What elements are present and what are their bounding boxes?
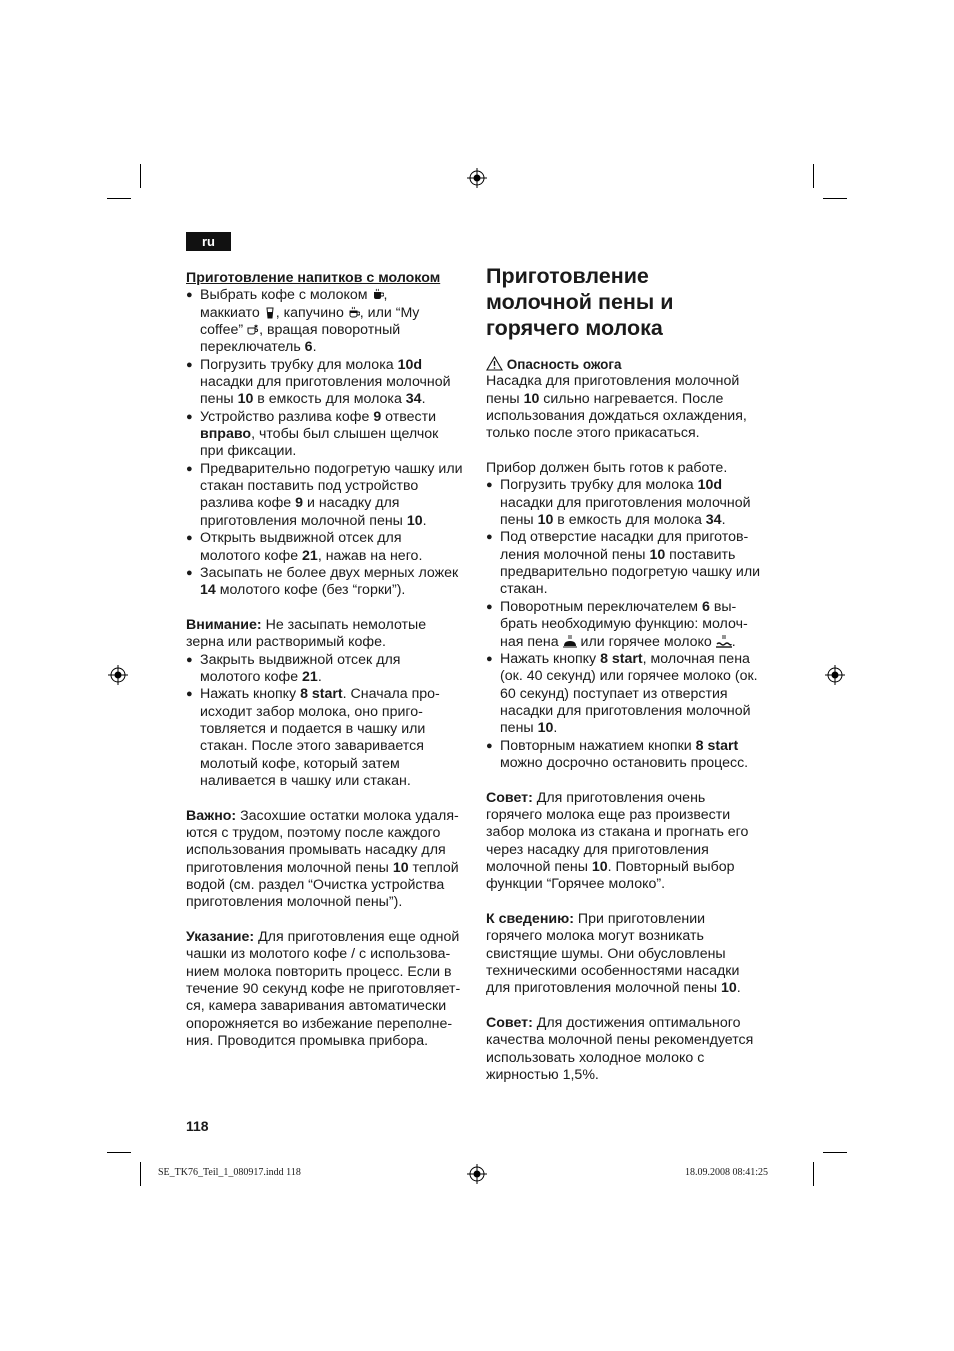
latte-icon: [372, 288, 384, 301]
text: При приготовлении: [573, 911, 706, 927]
crop-mark: [823, 1152, 847, 1153]
text: горячего молока могут возникать: [486, 928, 704, 945]
text: Предварительно подогретую чашку или: [200, 460, 463, 477]
text: ются с трудом, поэтому после каждого: [186, 825, 441, 841]
text: . Сначала про-: [342, 686, 440, 703]
text: Повторным нажатием кнопки: [500, 737, 696, 754]
text: Поворотным переключателем: [500, 598, 702, 615]
section-heading: Приготовление напитков с молоком: [186, 270, 441, 286]
text: предварительно подогретую чашку или: [500, 564, 761, 581]
ref-number: 34: [705, 512, 722, 529]
text: чашки из молотого кофе / с использова-: [186, 946, 451, 963]
ref-number: 10: [721, 980, 737, 997]
text: .: [736, 980, 741, 997]
page-title: [486, 263, 786, 341]
list-item: [186, 409, 476, 461]
text: Насадка для приготовления молочной: [486, 373, 740, 390]
note-label: Указание:: [186, 929, 255, 946]
text: Для достижения оптимального: [532, 1015, 741, 1032]
crop-mark: [107, 1152, 131, 1153]
list-item: [186, 461, 476, 530]
ref-number: 10: [237, 391, 254, 408]
registration-mark-icon: [467, 168, 487, 188]
text: насадки для приготовления молочной: [200, 374, 451, 391]
ref-number: 10: [537, 512, 554, 529]
list-item: [186, 530, 476, 565]
ref-number: 10: [537, 720, 554, 737]
title-line: горячего молока: [486, 316, 663, 340]
text: coffee”: [200, 322, 248, 339]
crop-mark: [823, 198, 847, 199]
title-line: Приготовление: [486, 264, 649, 288]
text: молотого кофе: [200, 668, 303, 685]
title-line: молочной пены и: [486, 290, 674, 314]
list-item: [486, 599, 776, 651]
important-note: [186, 808, 476, 912]
ref-number: 8 start: [695, 737, 739, 754]
ref-number: 10d: [697, 477, 723, 494]
text: .: [721, 512, 726, 529]
text: водой (см. раздел “Очистка устройства: [186, 877, 445, 894]
text: ся, камера заваривания автоматически: [186, 998, 447, 1015]
text: стакан. После этого заваривается: [200, 738, 424, 755]
macchiato-icon: [264, 306, 276, 319]
warning-triangle-icon: [486, 356, 503, 371]
ready-text: Прибор должен быть готов к работе.: [486, 460, 728, 477]
list-item: [486, 529, 776, 598]
text: Для приготовления еще одной: [254, 929, 460, 946]
text: .: [317, 668, 322, 685]
text: нием молока повторить процесс. Если в: [186, 963, 452, 980]
text: пены: [500, 720, 538, 737]
text: пены: [486, 390, 524, 407]
text: использования промывать насадку для: [186, 842, 446, 859]
list-item: [186, 686, 476, 790]
hot-milk-icon: [716, 635, 732, 648]
text: стакан.: [500, 581, 548, 598]
note-label: Важно:: [186, 807, 237, 824]
text: только после этого прикасаться.: [486, 425, 700, 442]
slug-filename: SE_TK76_Teil_1_080917.indd 118: [158, 1167, 301, 1178]
text: , чтобы был слышен щелчок: [251, 426, 439, 443]
registration-mark-icon: [467, 1164, 487, 1184]
crop-mark: [140, 164, 141, 188]
text: молотого кофе: [200, 547, 303, 564]
note-label: Совет:: [486, 789, 533, 806]
text: переключатель: [200, 339, 305, 356]
attention-note: [186, 617, 476, 652]
steps-list: [186, 287, 476, 599]
text: использовать холодное молоко с: [486, 1049, 705, 1066]
text: Устройство разлива кофе: [200, 408, 374, 425]
text: .: [422, 512, 427, 529]
note-label: Совет:: [486, 1015, 533, 1032]
cappuccino-icon: [348, 306, 360, 319]
text: , или “My: [359, 304, 420, 321]
ref-number: 6: [304, 339, 313, 356]
ref-number: 34: [405, 391, 422, 408]
tip-note: [486, 1015, 776, 1084]
text: ,: [383, 287, 388, 304]
ref-number: 10: [591, 858, 608, 875]
text: Погрузить трубку для молока: [500, 477, 698, 494]
text: .: [312, 339, 317, 356]
ref-number: 10: [649, 546, 666, 563]
text: приготовления молочной пены”).: [186, 894, 403, 911]
text: Нажать кнопку: [200, 686, 301, 703]
list-item: [186, 357, 476, 409]
text: жирностью 1,5%.: [486, 1067, 599, 1084]
left-column: [186, 270, 476, 1050]
note-label: Внимание:: [186, 616, 262, 633]
text: можно досрочно остановить процесс.: [500, 754, 749, 771]
text: зерна или растворимый кофе.: [186, 634, 386, 651]
crop-mark: [107, 198, 131, 199]
text: , капучино: [275, 304, 348, 321]
text: техническими особенностями насадки: [486, 963, 740, 980]
text: Не засыпать немолотые: [261, 616, 427, 633]
crop-mark: [140, 1162, 141, 1186]
text: товляется и подается в чашку или: [200, 720, 426, 737]
text: сильно нагревается. После: [539, 390, 724, 407]
text: маккиато: [200, 304, 264, 321]
text: отвести: [381, 408, 437, 425]
ref-number: 21: [302, 668, 318, 685]
text: .: [731, 633, 736, 650]
text: опорожняется во избежание переполне-: [186, 1015, 453, 1032]
text: свистящие шумы. Они обусловлены: [486, 945, 726, 962]
text: насадки для приготовления молочной: [500, 702, 751, 719]
warning-heading: [486, 356, 776, 373]
tip-note: [486, 790, 776, 894]
text: , молочная пена: [642, 650, 750, 667]
text: в емкость для молока: [553, 512, 706, 529]
my-coffee-icon: [247, 323, 259, 336]
text: течение 90 секунд кофе не приготовляет-: [186, 981, 461, 998]
text: использования дождаться охлаждения,: [486, 408, 747, 425]
list-item: [486, 477, 776, 529]
list-item: [486, 738, 776, 773]
ref-number: 10d: [397, 356, 423, 373]
list-item: [486, 651, 776, 738]
text: качества молочной пены рекомендуется: [486, 1032, 754, 1049]
instruction-note: [186, 929, 476, 1050]
text: исходит забор молока, оно приго-: [200, 703, 423, 720]
ref-number: 21: [302, 547, 318, 564]
text: ная пена: [500, 633, 563, 650]
ref-number: 6: [701, 598, 710, 615]
text: .: [553, 720, 558, 737]
text: брать необходимую функцию: молоч-: [500, 616, 748, 633]
text: Закрыть выдвижной отсек для: [200, 651, 401, 668]
text: . Повторный выбор: [607, 858, 735, 875]
list-item: [186, 652, 476, 687]
language-badge: ru: [186, 232, 231, 251]
text: Для приготовления очень: [532, 789, 706, 806]
text: Засыпать не более двух мерных ложек: [200, 564, 459, 581]
crop-mark: [813, 1162, 814, 1186]
text: ления молочной пены: [500, 546, 650, 563]
text: (ок. 40 секунд) или горячее молоко (ок.: [500, 668, 758, 685]
text: разлива кофе: [200, 495, 296, 512]
text: функции “Горячее молоко”.: [486, 876, 666, 893]
emphasis: вправо: [200, 426, 252, 443]
text: для приготовления молочной пены: [486, 980, 721, 997]
ref-number: 10: [392, 859, 409, 876]
text: 60 секунд) поступает из отверстия: [500, 685, 728, 702]
registration-mark-icon: [108, 665, 128, 685]
warning-text: [486, 373, 776, 442]
text: забор молока из стакана и прогнать его: [486, 824, 749, 841]
text: через насадку для приготовления: [486, 841, 709, 858]
text: в емкость для молока: [253, 391, 406, 408]
ref-number: 10: [523, 390, 540, 407]
ref-number: 8 start: [600, 650, 643, 667]
text: Погрузить трубку для молока: [200, 356, 398, 373]
text: горячего молока еще раз произвести: [486, 806, 731, 823]
ref-number: 8 start: [300, 686, 343, 703]
steps-list: [486, 477, 776, 772]
warning-label: Опасность ожога: [506, 357, 622, 372]
text: пены: [500, 512, 538, 529]
list-item: [186, 287, 476, 356]
crop-mark: [813, 164, 814, 188]
list-item: [186, 565, 476, 600]
text: стакан поставить под устройство: [200, 478, 419, 495]
text: при фиксации.: [200, 443, 297, 460]
ref-number: 14: [200, 582, 216, 599]
right-column: [486, 356, 776, 1084]
text: , нажав на него.: [317, 547, 423, 564]
note-label: К сведению:: [486, 911, 574, 927]
text: молочной пены: [486, 858, 592, 875]
text: приготовления молочной пены: [186, 859, 393, 876]
text: ния. Проводится промывка прибора.: [186, 1033, 429, 1050]
slug-timestamp: 18.09.2008 08:41:25: [685, 1167, 769, 1178]
text: теплой: [408, 859, 459, 876]
steps-list: [186, 652, 476, 791]
text: Засохшие остатки молока удаля-: [236, 807, 459, 824]
text: насадки для приготовления молочной: [500, 494, 751, 511]
text: Открыть выдвижной отсек для: [200, 530, 402, 547]
page-number: 118: [186, 1118, 209, 1134]
text: пены: [200, 391, 238, 408]
text: и насадку для: [303, 495, 400, 512]
text: Нажать кнопку: [500, 650, 601, 667]
ref-number: 10: [406, 512, 423, 529]
text: молотый кофе, который затем: [200, 755, 400, 772]
text: наливается в чашку или стакан.: [200, 772, 411, 789]
text: молотого кофе (без “горки”).: [215, 582, 406, 599]
ref-number: 9: [373, 408, 382, 425]
registration-mark-icon: [825, 665, 845, 685]
text: поставить: [665, 546, 736, 563]
text: , вращая поворотный: [259, 322, 401, 339]
text: или горячее молоко: [576, 633, 716, 650]
text: Под отверстие насадки для приготов-: [500, 529, 749, 546]
text: .: [421, 391, 426, 408]
text: вы-: [709, 598, 737, 615]
info-note: [486, 911, 776, 998]
text: Выбрать кофе с молоком: [200, 287, 372, 304]
text: приготовления молочной пены: [200, 512, 407, 529]
ref-number: 9: [295, 495, 304, 512]
milk-foam-icon: [563, 635, 577, 648]
